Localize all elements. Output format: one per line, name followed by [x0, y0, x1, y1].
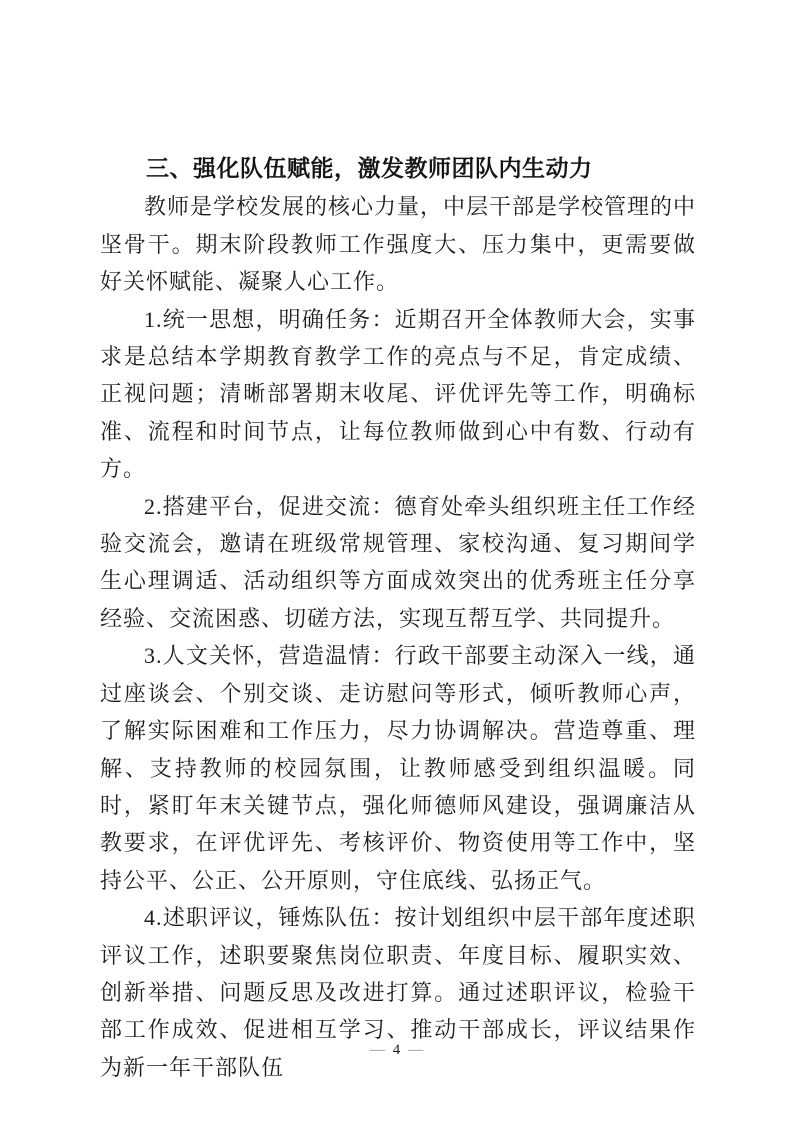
paragraph-item-4: 4.述职评议，锤炼队伍：按计划组织中层干部年度述职评议工作，述职要聚焦岗位职责、年度目标、履职实效、创新举措、问题反思及改进打算。通过述职评议，检验干部工作成效、促进相互学习、推动干部成长，评议结果作为新一年干部队伍 [100, 905, 696, 1080]
paragraph-item-1: 1.统一思想，明确任务：近期召开全体教师大会，实事求是总结本学期教育教学工作的亮点与不足，肯定成绩、正视问题；清晰部署期末收尾、评优评先等工作，明确标准、流程和时间节点，让每位教师做到心中有数、行动有方。 [100, 306, 696, 482]
section-heading: 三、强化队伍赋能，激发教师团队内生动力 [146, 156, 593, 182]
page-footer [0, 1040, 793, 1060]
document-body [100, 151, 696, 1086]
paragraph-item-2: 2.搭建平台，促进交流：德育处牵头组织班主任工作经验交流会，邀请在班级常规管理、家校沟通、复习期间学生心理调适、活动组织等方面成效突出的优秀班主任分享经验、交流困惑、切磋方法，实现互帮互学、共同提升。 [100, 493, 696, 631]
paragraph-item-3: 3.人文关怀，营造温情：行政干部要主动深入一线，通过座谈会、个别交谈、走访慰问等形式，倾听教师心声，了解实际困难和工作压力，尽力协调解决。营造尊重、理解、支持教师的校园氛围，让教师感受到组织温暖。同时，紧盯年末关键节点，强化师德师风建设，强调廉洁从教要求，在评优评先、考核评价、物资使用等工作中，坚持公平、公正、公开原则，守住底线、弘扬正气。 [100, 643, 696, 893]
footer-dash-right: — [408, 1042, 424, 1058]
footer-dash-left: — [369, 1042, 385, 1058]
paragraph-intro: 教师是学校发展的核心力量，中层干部是学校管理的中坚骨干。期末阶段教师工作强度大、压力集中，更需要做好关怀赋能、凝聚人心工作。 [100, 194, 697, 295]
page-number: 4 [392, 1042, 401, 1058]
